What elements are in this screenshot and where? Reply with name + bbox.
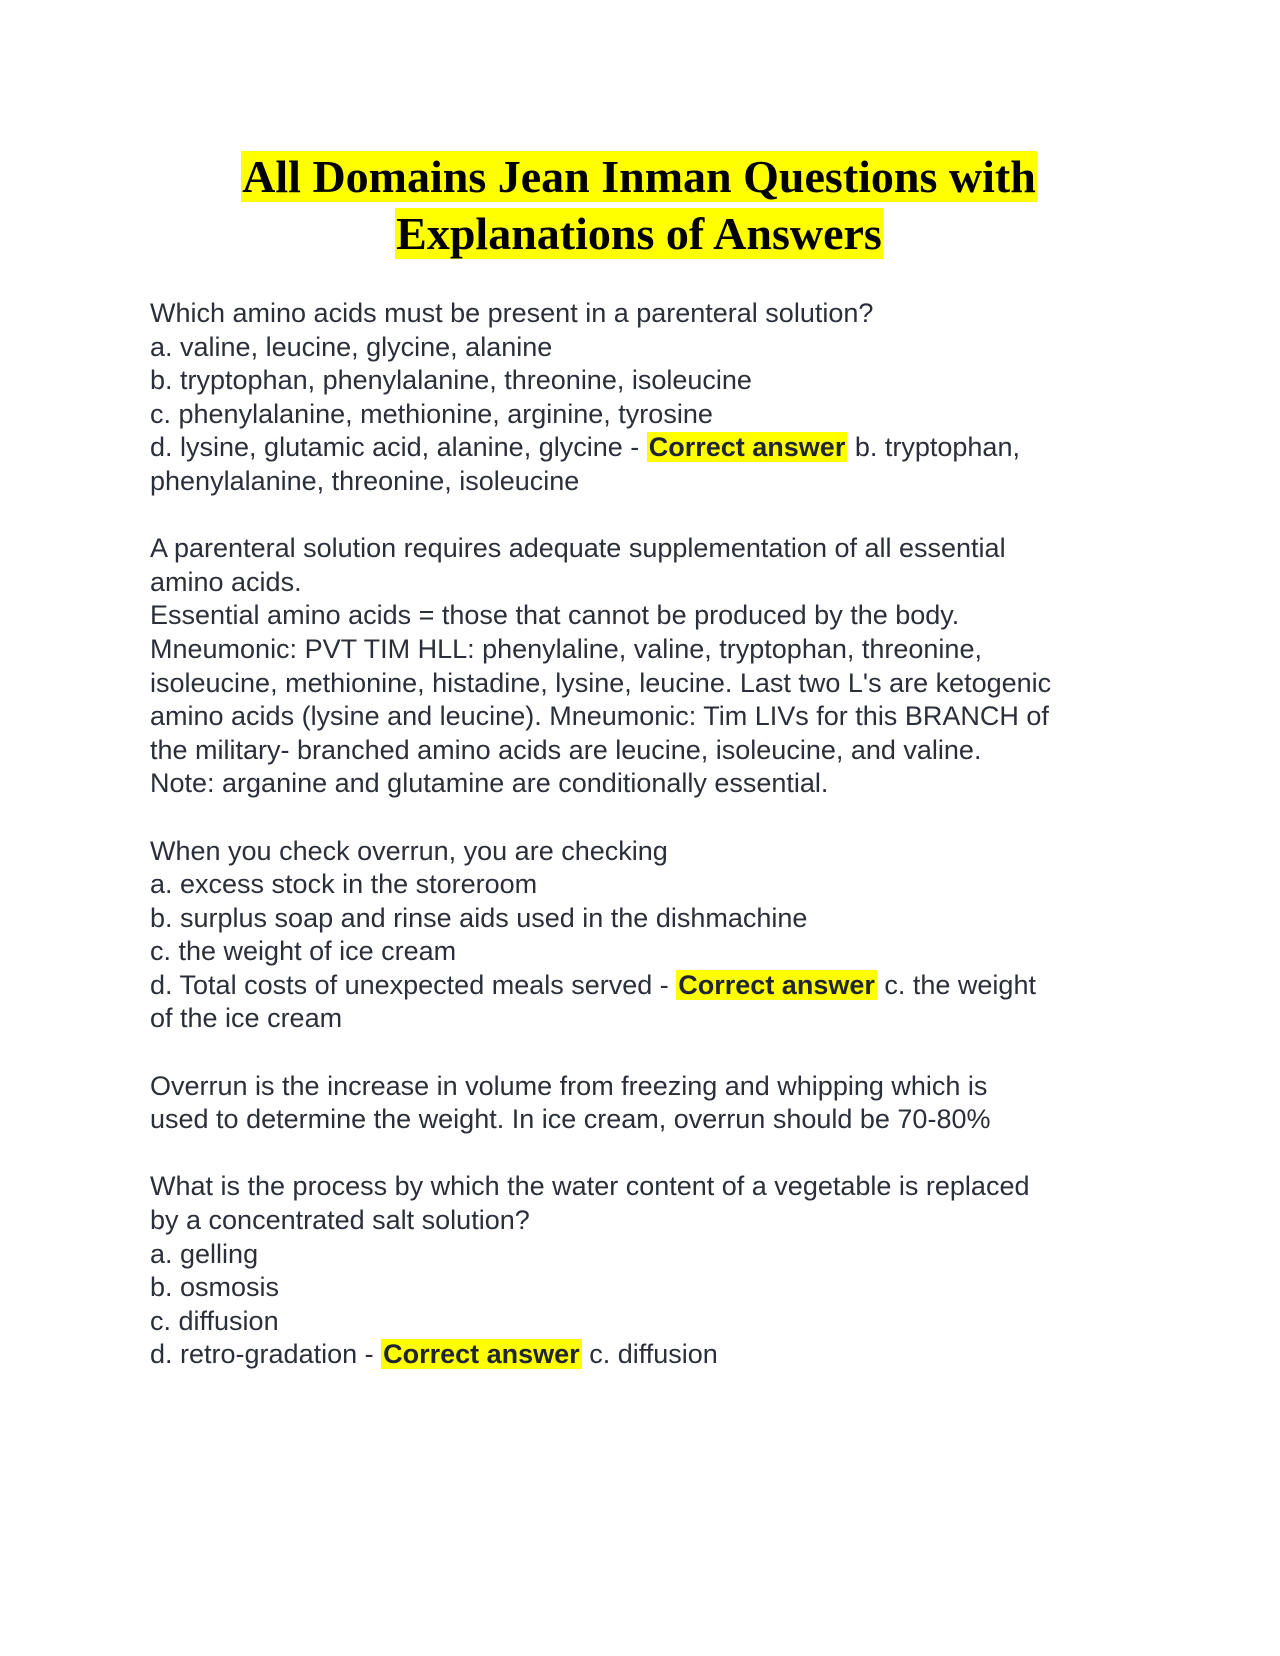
explanation-line: isoleucine, methionine, histadine, lysine, leucine. Last two L's are ketogenic	[150, 667, 1052, 698]
explanation-block-2	[150, 1070, 1140, 1137]
option-d-with-answer	[150, 969, 1140, 1003]
option-a: a. valine, leucine, glycine, alanine	[150, 331, 553, 362]
option-c: c. the weight of ice cream	[150, 936, 457, 967]
title-line-1: All Domains Jean Inman Questions with	[242, 151, 1036, 202]
document-body	[150, 297, 1140, 1372]
option-c: c. phenylalanine, methionine, arginine, tyrosine	[150, 398, 713, 429]
question-text: Which amino acids must be present in a parenteral solution?	[150, 298, 874, 328]
title-line-2: Explanations of Answers	[396, 208, 882, 259]
correct-answer-label: Correct answer	[383, 1339, 580, 1370]
answer-text: b. tryptophan,	[847, 432, 1020, 463]
explanation-block-1	[150, 532, 1140, 801]
option-d-with-answer	[150, 431, 1140, 465]
explanation-line: Mneumonic: PVT TIM HLL: phenylaline, valine, tryptophan, threonine,	[150, 633, 982, 664]
correct-answer-label: Correct answer	[678, 969, 875, 1000]
option-d: d. retro-gradation -	[150, 1339, 382, 1370]
answer-text: c. diffusion	[581, 1339, 718, 1370]
option-b: b. surplus soap and rinse aids used in the dishmachine	[150, 902, 808, 933]
document-title	[150, 148, 1128, 262]
option-c: c. diffusion	[150, 1305, 279, 1336]
question-block-1	[150, 297, 1140, 499]
explanation-line: Essential amino acids = those that cannot be produced by the body.	[150, 600, 960, 631]
option-d: d. lysine, glutamic acid, alanine, glycine -	[150, 432, 647, 463]
answer-text: c. the weight	[876, 969, 1036, 1000]
explanation-line: amino acids (lysine and leucine). Mneumonic: Tim LIVs for this BRANCH of	[150, 701, 1049, 732]
spacer	[150, 1137, 1140, 1171]
question-block-2	[150, 835, 1140, 1037]
question-block-3	[150, 1170, 1140, 1372]
option-b: b. osmosis	[150, 1272, 280, 1303]
explanation-line: used to determine the weight. In ice cream, overrun should be 70-80%	[150, 1104, 991, 1135]
option-b: b. tryptophan, phenylalanine, threonine, isoleucine	[150, 365, 752, 396]
question-text: When you check overrun, you are checking	[150, 835, 668, 866]
spacer	[150, 801, 1140, 835]
spacer	[150, 499, 1140, 533]
question-text: What is the process by which the water content of a vegetable is replaced	[150, 1171, 1030, 1202]
option-a: a. gelling	[150, 1238, 259, 1269]
explanation-line: the military- branched amino acids are leucine, isoleucine, and valine.	[150, 734, 982, 765]
spacer	[150, 1036, 1140, 1070]
correct-answer-label: Correct answer	[648, 432, 846, 463]
option-d: d. Total costs of unexpected meals served -	[150, 969, 677, 1000]
option-d-with-answer	[150, 1338, 1140, 1372]
explanation-line: A parenteral solution requires adequate supplementation of all essential	[150, 533, 1006, 564]
explanation-line: Overrun is the increase in volume from freezing and whipping which is	[150, 1070, 988, 1101]
answer-text-continued: phenylalanine, threonine, isoleucine	[150, 465, 580, 496]
explanation-line: Note: arganine and glutamine are conditionally essential.	[150, 768, 829, 799]
option-a: a. excess stock in the storeroom	[150, 869, 538, 900]
answer-text-continued: of the ice cream	[150, 1003, 343, 1034]
question-text-continued: by a concentrated salt solution?	[150, 1205, 530, 1236]
explanation-line: amino acids.	[150, 566, 302, 597]
